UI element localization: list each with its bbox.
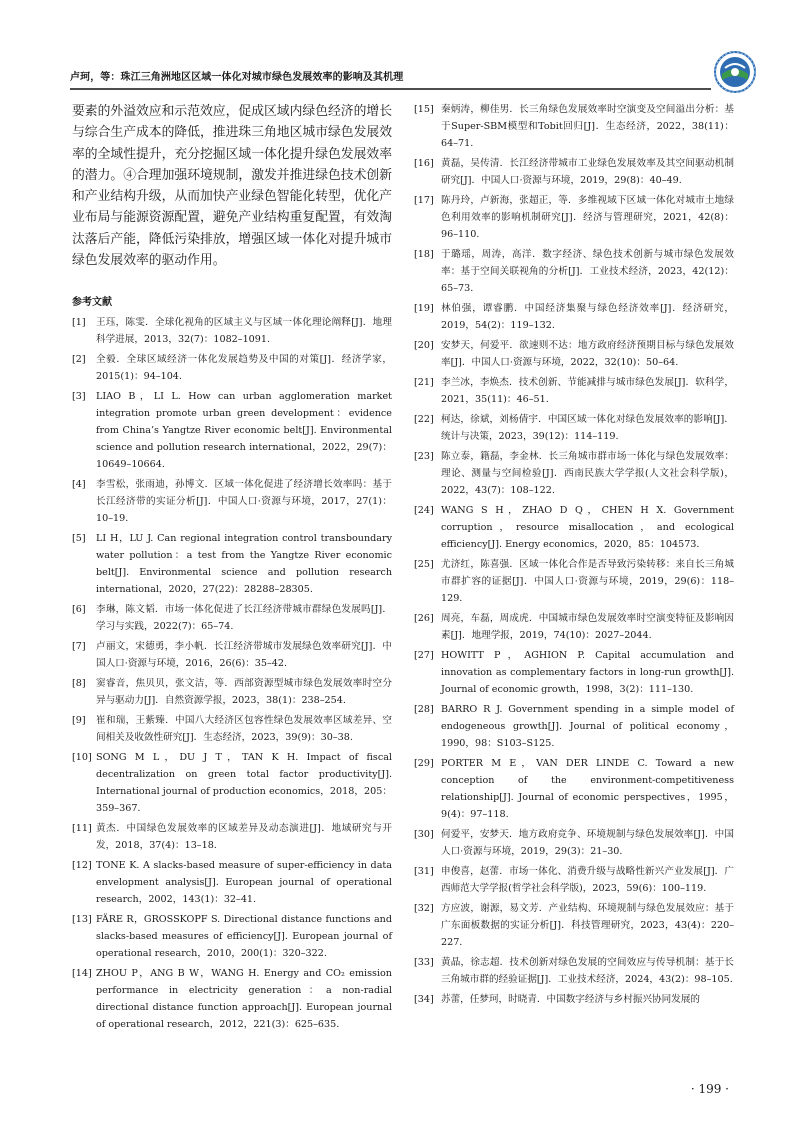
reference-text: TONE K. A slacks-based measure of super-efficiency in data envelopment analysis[J]. European journal of operational research，2002，143(1)：32–41. [96, 860, 392, 906]
header-rule [70, 88, 711, 90]
reference-text: LIAO B，LI L. How can urban agglomeration market integration promote urban green development：evidence from China’s Yangtze River economic belt[J]. Environmental science and pollution research international，2022，29(7)：10649–10664. [96, 391, 392, 471]
reference-number: [16] [414, 158, 434, 169]
reference-item [72, 601, 392, 635]
reference-number: [27] [414, 650, 434, 661]
reference-text: LI H，LU J. Can regional integration control transboundary water pollution：a test from the Yangtze River economic belt[J]. Environmental science and pollution research international，2020，27(22)：28288–28305. [96, 533, 392, 596]
reference-item [414, 448, 734, 499]
reference-item [72, 476, 392, 527]
reference-number: [11] [72, 823, 92, 835]
reference-item [72, 749, 392, 817]
reference-text: 尤济红，陈喜强．区域一体化合作是否导致污染转移：来自长三角城市群扩容的证据[J]．中国人口·资源与环境，2019，29(6)：118–129. [441, 559, 734, 604]
reference-item [414, 246, 734, 297]
reference-item [414, 900, 734, 951]
reference-text: 何爱平，安梦天．地方政府竞争、环境规制与绿色发展效率[J]．中国人口·资源与环境，2019，29(3)：21–30. [441, 829, 734, 857]
reference-list-right [414, 101, 734, 1008]
reference-number: [30] [414, 829, 434, 840]
reference-number: [34] [414, 994, 434, 1005]
reference-item [414, 337, 734, 371]
reference-item [414, 647, 734, 698]
reference-number: [3] [72, 391, 86, 403]
reference-item [414, 192, 734, 243]
reference-number: [12] [72, 860, 92, 872]
reference-number: [28] [414, 704, 434, 715]
reference-text: 黄晶，徐志超．技术创新对绿色发展的空间效应与传导机制：基于长三角城市群的经验证据[J]．工业技术经济，2024，43(2)：98–105. [441, 957, 734, 985]
reference-text: 申俊喜，赵蕾．市场一体化、消费升级与战略性新兴产业发展[J]．广西师范大学学报(哲学社会科学版)，2023，59(6)：100–119. [441, 866, 734, 894]
reference-item [72, 712, 392, 746]
reference-text: 李兰冰，李焕杰．技术创新、节能减排与城市绿色发展[J]．软科学，2021，35(11)：46–51. [441, 377, 734, 405]
reference-number: [7] [72, 641, 86, 653]
reference-text: 方应波，谢源，易文芳．产业结构、环境规制与绿色发展效应：基于广东面板数据的实证分析[J]．科技管理研究，2023，43(4)：220–227. [441, 903, 734, 948]
reference-text: 苏蕾，任梦珂，时晓青．中国数字经济与乡村振兴协同发展的 [441, 994, 701, 1005]
reference-text: 王珏，陈雯．全球化视角的区域主义与区域一体化理论阐释[J]．地理科学进展，2013，32(7)：1082–1091. [96, 317, 392, 346]
reference-item [72, 351, 392, 385]
running-header [70, 50, 757, 94]
reference-item [72, 530, 392, 598]
reference-text: 黄磊，吴传清．长江经济带城市工业绿色发展效率及其空间驱动机制研究[J]．中国人口·资源与环境，2019，29(8)：40–49. [441, 158, 734, 186]
reference-list-left [72, 314, 392, 1033]
reference-text: 崔和瑞，王紫臻．中国八大经济区包容性绿色发展效率区域差异、空间相关及收敛性研究[J]．生态经济，2023，39(9)：30–38. [96, 715, 392, 744]
reference-number: [2] [72, 354, 86, 366]
reference-item [414, 502, 734, 553]
reference-number: [13] [72, 914, 92, 926]
reference-text: BARRO R J. Government spending in a simple model of endogeneous growth[J]. Journal of political economy，1990，98：S103–S125. [441, 704, 734, 749]
reference-text: 李雪松，张雨迪，孙博文．区域一体化促进了经济增长效率吗：基于长江经济带的实证分析[J]．中国人口·资源与环境，2017，27(1)：10–19. [96, 479, 392, 525]
reference-item [72, 638, 392, 672]
reference-number: [5] [72, 533, 86, 545]
running-title: 卢珂，等：珠江三角洲地区区域一体化对城市绿色发展效率的影响及其机理 [70, 72, 404, 83]
reference-text: 黄杰．中国绿色发展效率的区域差异及动态演进[J]．地域研究与开发，2018，37(4)：13–18. [96, 823, 392, 852]
reference-number: [26] [414, 613, 434, 624]
reference-item [414, 755, 734, 823]
reference-item [414, 610, 734, 644]
reference-text: PORTER M E，VAN DER LINDE C. Toward a new conception of the environment-competitiveness relationship[J]. Journal of economic perspectives，1995，9(4)：97–118. [441, 758, 734, 820]
reference-number: [9] [72, 715, 86, 727]
reference-item [414, 556, 734, 607]
reference-item [72, 314, 392, 348]
reference-number: [18] [414, 249, 434, 260]
reference-text: HOWITT P，AGHION P. Capital accumulation and innovation as complementary factors in long-run growth[J]. Journal of economic growth，1998，3(2)：111–130. [441, 650, 734, 695]
reference-text: WANG S H，ZHAO D Q，CHEN H X. Government corruption，resource misallocation，and ecological efficiency[J]. Energy economics，2020，85：104573. [441, 505, 734, 550]
reference-item [72, 911, 392, 962]
reference-item [72, 675, 392, 709]
reference-text: FÄRE R，GROSSKOPF S. Directional distance functions and slacks-based measures of efficiency[J]. European journal of operational research，2010，200(1)：320–322. [96, 914, 392, 960]
reference-number: [17] [414, 195, 434, 206]
reference-item [72, 388, 392, 473]
reference-text: 周亮，车磊，周成虎．中国城市绿色发展效率时空演变特征及影响因素[J]．地理学报，2019，74(10)：2027–2044. [441, 613, 734, 641]
reference-text: 秦炳涛，柳佳男．长三角绿色发展效率时空演变及空间溢出分析：基于Super-SBM模型和Tobit回归[J]．生态经济，2022，38(11)：64–71. [441, 104, 734, 149]
reference-number: [6] [72, 604, 86, 616]
reference-text: 于璐瑶，周涛，高洋．数字经济、绿色技术创新与城市绿色发展效率：基于空间关联视角的分析[J]．工业技术经济，2023，42(12)：65–73. [441, 249, 734, 294]
reference-item [72, 857, 392, 908]
reference-text: 安梦天，何爱平．欲速则不达：地方政府经济预期目标与绿色发展效率[J]．中国人口·资源与环境，2022，32(10)：50–64. [441, 340, 734, 368]
reference-number: [19] [414, 303, 434, 314]
reference-number: [31] [414, 866, 434, 877]
reference-text: 陈丹玲，卢新海，张超正，等．多维视域下区域一体化对城市土地绿色利用效率的影响机制研究[J]．经济与管理研究，2021，42(8)：96–110. [441, 195, 734, 240]
reference-text: 李琳，陈文韬．市场一体化促进了长江经济带城市群绿色发展吗[J]．学习与实践，2022(7)：65–74. [96, 604, 392, 633]
left-column [72, 101, 392, 1036]
reference-item [72, 820, 392, 854]
references-heading: 参考文献 [72, 297, 112, 309]
reference-item [414, 701, 734, 752]
reference-number: [29] [414, 758, 434, 769]
reference-number: [21] [414, 377, 434, 388]
reference-number: [33] [414, 957, 434, 968]
reference-item [72, 965, 392, 1033]
reference-text: 全毅．全球区域经济一体化发展趋势及中国的对策[J]．经济学家，2015(1)：94–104. [96, 354, 392, 383]
reference-number: [4] [72, 479, 86, 491]
reference-text: 窦睿音，焦贝贝，张文洁，等．西部资源型城市绿色发展效率时空分异与驱动力[J]．自然资源学报，2023，38(1)：238–254. [96, 678, 392, 707]
reference-item [414, 101, 734, 152]
reference-text: 柯达，徐斌，刘杨倩宇．中国区域一体化对绿色发展效率的影响[J]．统计与决策，2023，39(12)：114–119. [441, 414, 734, 442]
reference-number: [25] [414, 559, 434, 570]
reference-item [414, 826, 734, 860]
reference-item [414, 374, 734, 408]
reference-number: [22] [414, 414, 434, 425]
reference-item [414, 954, 734, 988]
reference-number: [15] [414, 104, 434, 115]
reference-item [414, 411, 734, 445]
reference-number: [10] [72, 752, 92, 764]
reference-text: 陈立泰，籍磊，李金林．长三角城市群市场一体化与绿色发展效率：理论、测量与空间检验[J]．西南民族大学学报(人文社会科学版)，2022，43(7)：108–122. [441, 451, 734, 496]
reference-number: [24] [414, 505, 434, 516]
reference-number: [23] [414, 451, 434, 462]
reference-number: [32] [414, 903, 434, 914]
reference-text: SONG M L，DU J T，TAN K H. Impact of fiscal decentralization on green total factor productivity[J]. International journal of production economics，2018，205：359–367. [96, 752, 392, 815]
reference-item [414, 300, 734, 334]
body-paragraph: 要素的外溢效应和示范效应，促成区域内绿色经济的增长与综合生产成本的降低，推进珠三角地区城市绿色发展效率的全域性提升，充分挖掘区域一体化提升绿色发展效率的潜力。④合理加强环境规制，激发并推进绿色技术创新和产业结构升级，从而加快产业绿色智能化转型，优化产业布局与能源资源配置，避免产业结构重复配置，有效淘汰落后产能，降低污染排放，增强区域一体化对提升城市绿色发展效率的驱动作用。 [72, 104, 392, 269]
reference-item [414, 991, 734, 1008]
reference-number: [8] [72, 678, 86, 690]
journal-logo-icon [713, 50, 757, 94]
reference-number: [1] [72, 317, 86, 329]
reference-text: ZHOU P，ANG B W，WANG H. Energy and CO₂ emission performance in electricity generation：a non-radial directional distance function approach[J]. European journal of operational research，2012，221(3)：625–635. [96, 968, 392, 1031]
reference-item [414, 863, 734, 897]
page-number: · 199 · [690, 1082, 729, 1096]
reference-text: 林伯强，谭睿鹏．中国经济集聚与绿色经济效率[J]．经济研究，2019，54(2)：119–132. [441, 303, 734, 331]
reference-text: 卢丽文，宋德勇，李小帆．长江经济带城市发展绿色效率研究[J]．中国人口·资源与环境，2016，26(6)：35–42. [96, 641, 392, 670]
reference-number: [20] [414, 340, 434, 351]
right-column [414, 101, 734, 1011]
reference-item [414, 155, 734, 189]
reference-number: [14] [72, 968, 92, 980]
